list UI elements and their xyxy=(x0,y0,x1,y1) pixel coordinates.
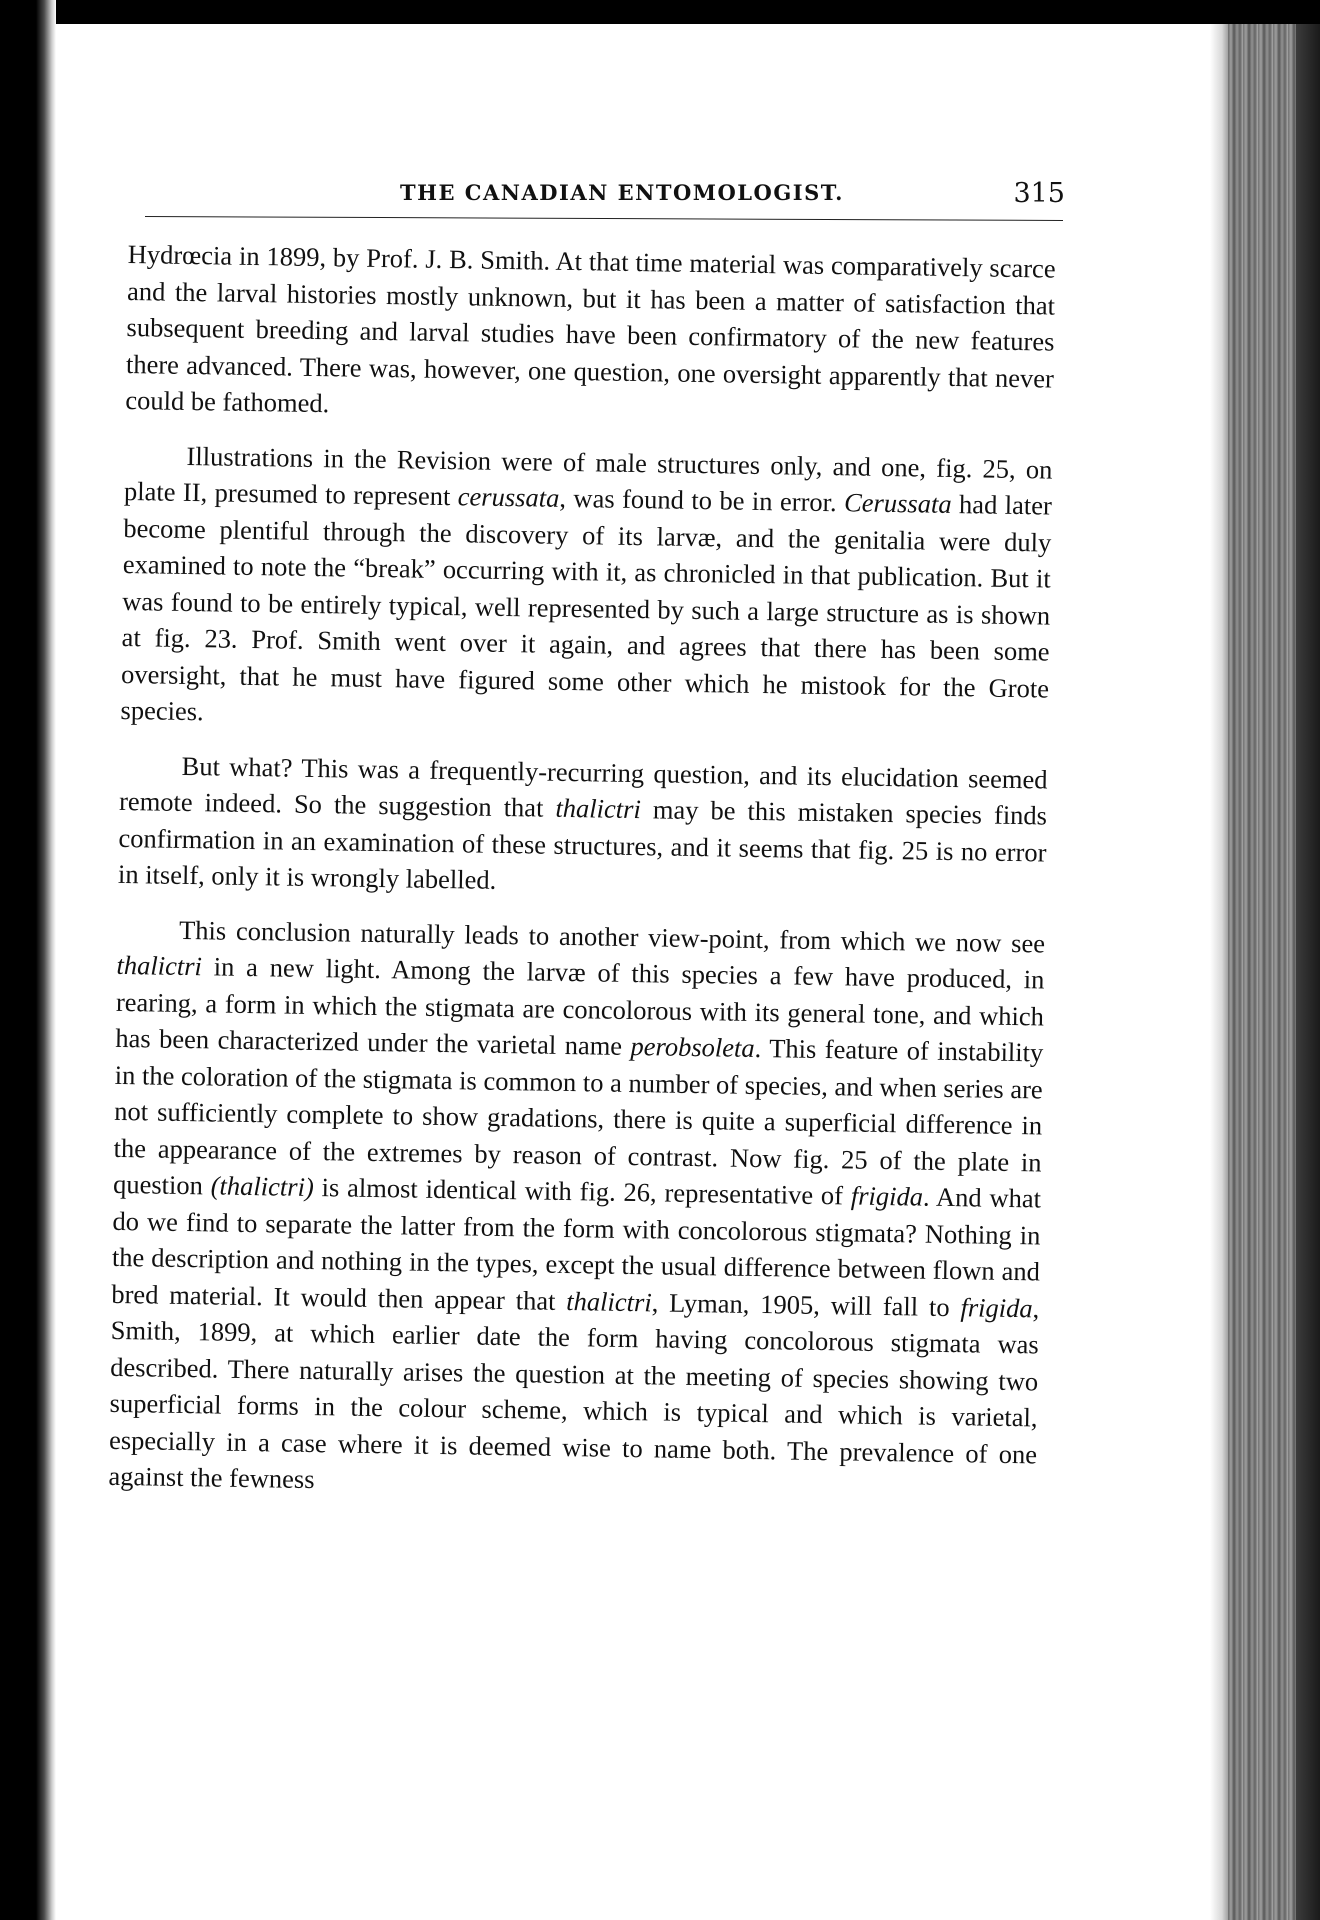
page-number: 315 xyxy=(1013,178,1065,209)
paragraph-3: But what? This was a frequently-recurring question, and its elucidation seemed remote indeed. So the suggestion that thalictri may be this mistaken species finds confirmation in an examination of these structures, and it seems that fig. 25 is no error in itself, only it is wrongly labelled. xyxy=(117,750,1048,895)
species-name: frigida xyxy=(960,1291,1033,1323)
species-name: thalictri xyxy=(566,1285,652,1317)
species-name: thalictri xyxy=(116,949,203,982)
scan-left-border xyxy=(0,0,56,1920)
scan-top-border xyxy=(0,0,1320,24)
page-gutter-shadow xyxy=(1210,24,1230,1920)
paragraph-1: Hydrœcia in 1899, by Prof. J. B. Smith. At that time material was comparatively scarce and the larval histories mostly unknown, but it has been a matter of satisfaction that subsequent breeding and larval studies have been confirmatory of the new features there advanced. There was, however, one question, one oversight apparently that never could be fathomed. xyxy=(125,238,1056,419)
paragraph-2: Illustrations in the Revision were of male structures only, and one, fig. 25, on plate II, presumed to represent cerussata, was found to be in error. Cerussata had later become plentiful through the discovery of its larvæ, and the genitalia were duly examined to note the “break” occurring with it, as chronicled in that publication. But it was found to be entirely typical, well represented by such a large structure as is shown at fig. 23. Prof. Smith went over it again, and agrees that there has been some oversight, that he must have figured some other which he mistook for the Grote species. xyxy=(120,440,1053,727)
species-name: thalictri xyxy=(555,792,642,825)
species-name: frigida xyxy=(850,1180,924,1212)
species-name: cerussata xyxy=(457,481,560,513)
species-name: Cerussata xyxy=(843,487,952,519)
body-text xyxy=(108,236,1056,1527)
running-title: THE CANADIAN ENTOMOLOGIST. xyxy=(400,180,844,205)
scan-right-border xyxy=(1296,24,1320,1920)
species-name: perobsoleta xyxy=(630,1030,755,1063)
paragraph-4: This conclusion naturally leads to another view-point, from which we now see thalictri in a new light. Among the larvæ of this species a few have produced, in rearing, a form in which the stigmata are concolorous with its general tone, and which has been characterized under the varietal name perobsoleta. This feature of instability in the coloration of the stigmata is common to a number of species, and when series are not sufficiently complete to show gradations, there is quite a superficial difference in the appearance of the extremes by reason of contrast. Now fig. 25 of the plate in question (thalictri) is almost identical with fig. 26, representative of frigida. And what do we find to separate the latter from the form with concolorous stigmata? Nothing in the description and nothing in the types, except the usual difference between flown and bred material. It would then appear that thalictri, Lyman, 1905, will fall to frigida, Smith, 1899, at which earlier date the form having concolorous stigmata was described. There naturally arises the question at the meeting of species showing two superficial forms in the colour scheme, which is typical and which is varietal, especially in a case where it is deemed wise to name both. The prevalence of one against the fewness xyxy=(108,914,1046,1495)
species-name: (thalictri) xyxy=(210,1170,315,1203)
